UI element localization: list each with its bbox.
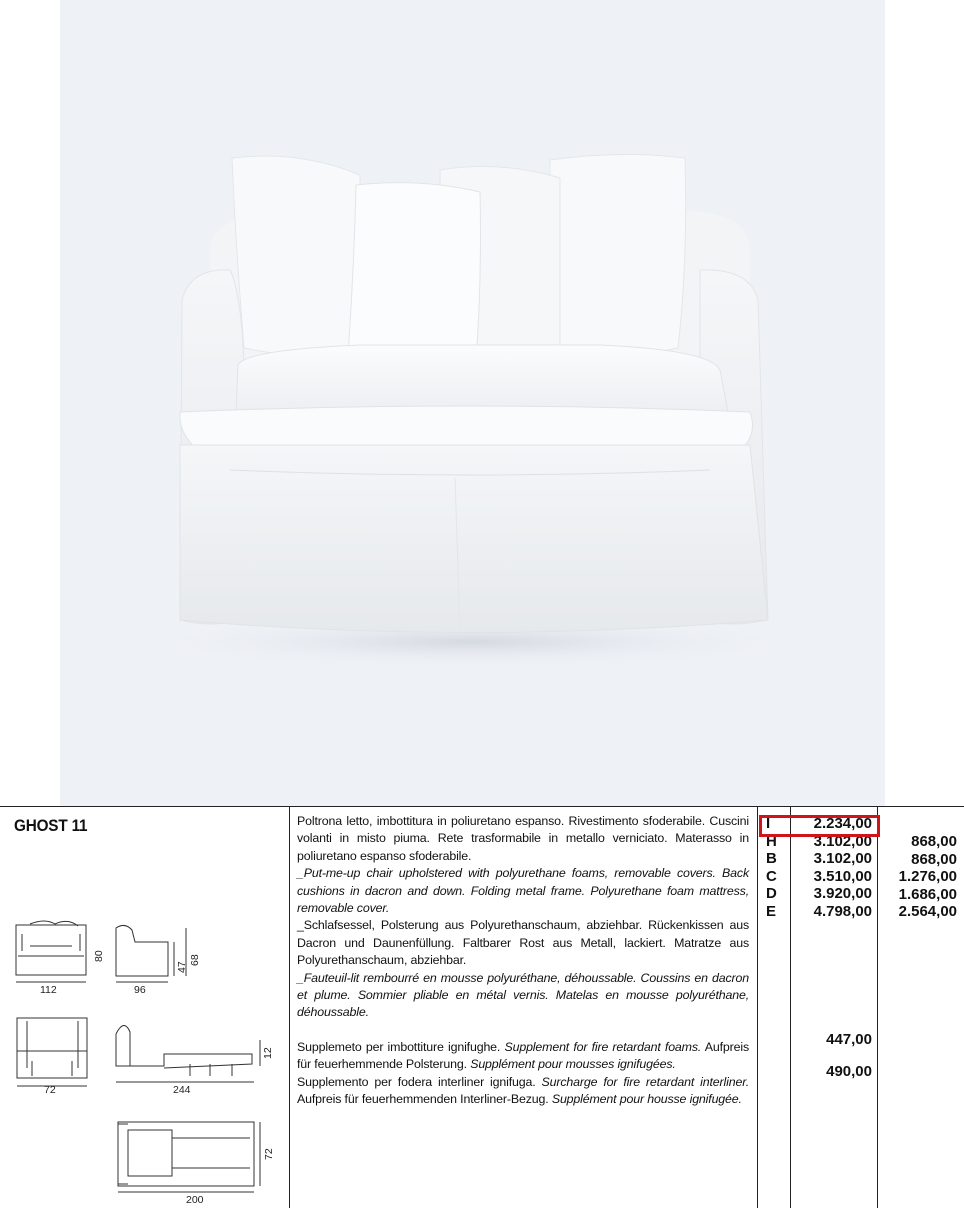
dim-open-front-width: 72	[44, 1084, 56, 1096]
dim-front-width: 112	[40, 984, 57, 996]
description-it: Poltrona letto, imbottitura in poliuretano espanso. Rivestimento sfoderabile. Cuscini volanti in misto piuma. Rete trasformabile in metallo verniciato. Materasso in poliuretano espanso sfoderabile.	[297, 814, 749, 863]
price-value: 3.102,00	[813, 832, 872, 850]
price-value: 3.510,00	[813, 867, 872, 885]
product-name: GHOST 11	[14, 816, 88, 835]
price-highlight-box	[759, 815, 880, 837]
dim-side-height: 68	[189, 954, 201, 966]
armchair-image	[60, 0, 885, 806]
side-view-drawing	[116, 925, 168, 976]
description-fr: _Fauteuil-lit rembourré en mousse polyuréthane, déhoussable. Coussins en dacron et plume. Sommier pliable en métal vernis. Matelas en mousse polyuréthane, déhoussable.	[297, 970, 749, 1020]
dim-bed-height: 12	[262, 1047, 274, 1059]
dimension-drawings	[0, 806, 289, 1208]
product-table	[0, 806, 964, 1208]
price-code: D	[766, 885, 777, 902]
extra-price-value: 1.276,00	[898, 868, 957, 885]
extra-price-value: 1.686,00	[898, 885, 957, 903]
front-view-drawing	[16, 925, 86, 975]
price-code: C	[766, 867, 777, 885]
dim-open-side-length: 244	[173, 1084, 191, 1096]
dim-top-length: 200	[186, 1194, 204, 1206]
column-divider	[289, 806, 290, 1208]
column-divider	[757, 806, 758, 1208]
price-code: B	[766, 850, 777, 867]
column-divider	[877, 806, 878, 1208]
price-value: 3.920,00	[813, 885, 872, 902]
price-code: E	[766, 902, 777, 920]
price-code: I	[766, 815, 771, 832]
product-photo	[60, 0, 885, 806]
extra-price-value: 868,00	[911, 850, 957, 868]
dim-top-width: 72	[263, 1148, 275, 1160]
dim-front-height: 80	[93, 950, 105, 962]
price-code: H	[766, 832, 777, 850]
supplement-fire: Supplemeto per imbottiture ignifughe. Supplement for fire retardant foams. Aufpreis für feuerhemmende Polsterung. Supplément pour mousses ignifugées.	[297, 1039, 750, 1072]
price-value: 2.234,00	[813, 815, 872, 832]
dim-seat-height: 47	[176, 961, 188, 973]
extra-price-column	[880, 833, 957, 921]
description-de: _Schlafsessel, Polsterung aus Polyurethanschaum, abziehbar. Rückenkissen aus Dacron und Daunenfüllung. Faltbarer Rost aus Metall, lackiert. Matratze aus Polyurethanschaum, abziehbar.	[297, 918, 749, 968]
extra-price-value: 868,00	[911, 833, 957, 850]
supplement-liner: Supplemento per fodera interliner ignifuga. Surcharge for fire retardant interliner. Aufpreis für feuerhemmenden Interliner-Bezug. Supplément pour housse ignifugée.	[297, 1074, 750, 1107]
price-value: 4.798,00	[813, 902, 872, 920]
supplement-fire-price: 447,00	[826, 1031, 872, 1048]
description-en: _Put-me-up chair upholstered with polyurethane foams, removable covers. Back cushions in dacron and down. Folding metal frame. Polyurethane foam mattress, removable cover.	[297, 866, 749, 916]
open-side-drawing	[116, 1025, 252, 1068]
extra-price-value: 2.564,00	[898, 903, 957, 920]
product-description	[297, 813, 749, 1109]
supplement-liner-price: 490,00	[826, 1063, 872, 1080]
dim-side-depth: 96	[134, 984, 146, 996]
price-value: 3.102,00	[813, 850, 872, 867]
